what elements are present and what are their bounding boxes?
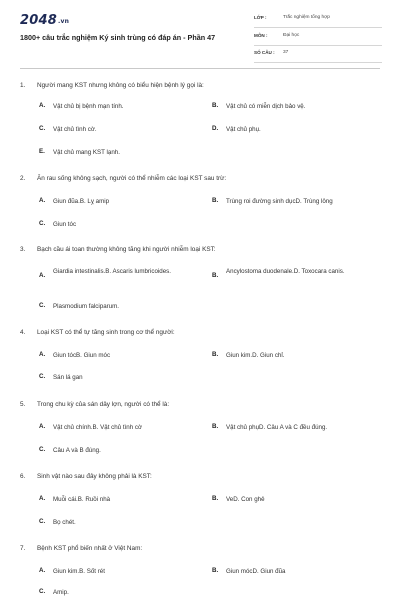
question-text xyxy=(20,82,204,89)
option-text: Bọ chét. xyxy=(53,519,76,526)
option-letter: A. xyxy=(39,567,46,574)
option-letter: A. xyxy=(39,197,46,204)
option-letter: C. xyxy=(39,588,46,595)
question-number: 6. xyxy=(20,473,26,480)
option-text: Sán lá gan xyxy=(53,374,83,381)
option-text: Vật chủ tình cờ. xyxy=(53,126,97,133)
option-letter: C. xyxy=(39,220,46,227)
option-letter: B. xyxy=(212,495,219,502)
question-body: Người mang KST nhưng không có biểu hiện bệnh lý gọi là: xyxy=(37,82,204,89)
question-text xyxy=(20,401,169,408)
meta-key: LỚP : xyxy=(254,15,267,20)
question-text xyxy=(20,329,175,336)
option-letter: C. xyxy=(39,446,46,453)
option-text: Amip. xyxy=(53,589,69,596)
option-text: Giun mócD. Giun đũa xyxy=(226,568,286,575)
meta-value: 37 xyxy=(283,50,289,55)
option-letter: C. xyxy=(39,518,46,525)
question-text xyxy=(20,473,152,480)
meta-value: Đại học xyxy=(283,32,300,38)
option-text: Trùng roi đường sinh dụcD. Trùng lông xyxy=(226,198,333,205)
question-body: Ăn rau sống không sạch, người có thể nhiễm các loại KST sau trừ: xyxy=(37,175,227,182)
option-letter: C. xyxy=(39,125,46,132)
option-letter: E. xyxy=(39,148,45,155)
option-text: Giun kim.B. Sốt rét xyxy=(53,568,105,575)
option-letter: B. xyxy=(212,423,219,430)
option-text: Giun đũa.B. Lỵ amip xyxy=(53,198,110,205)
option-letter: B. xyxy=(212,351,219,358)
meta-value: Trắc nghiệm tổng hợp xyxy=(283,15,330,20)
option-letter: C. xyxy=(39,302,46,309)
option-text: Vật chủ phụD. Câu A và C đều đúng. xyxy=(226,424,328,431)
question-number: 3. xyxy=(20,246,26,253)
option-text: VeD. Con ghẻ xyxy=(226,496,265,503)
question-number: 1. xyxy=(20,82,26,89)
option-letter: A. xyxy=(39,272,46,279)
option-letter: A. xyxy=(39,102,46,109)
option-letter: A. xyxy=(39,423,46,430)
question-body: Loại KST có thể tự tăng sinh trong cơ thể người: xyxy=(37,329,175,336)
option-text: Giun kim.D. Giun chỉ. xyxy=(226,352,285,359)
option-text: Vật chủ chính.B. Vật chủ tình cờ xyxy=(53,424,143,431)
option-text: Giun tócB. Giun móc xyxy=(53,352,111,359)
meta-key: SỐ CÂU : xyxy=(254,50,275,55)
question-number: 5. xyxy=(20,401,26,408)
meta-key: MÔN : xyxy=(254,32,268,38)
option-text: Vật chủ mang KST lạnh. xyxy=(53,149,120,156)
option-text: Vật chủ có miễn dịch bảo vệ. xyxy=(226,103,306,110)
option-text: Muỗi cái.B. Ruồi nhà xyxy=(53,496,111,503)
option-text: Ancylostoma duodenale.D. Toxocara canis. xyxy=(226,268,345,275)
option-text: Plasmodium falciparum. xyxy=(53,303,120,310)
option-letter: B. xyxy=(212,272,219,279)
question-body: Trong chu kỳ của sán dây lợn, người có thể là: xyxy=(37,401,170,408)
question-number: 2. xyxy=(20,175,26,182)
option-letter: B. xyxy=(212,102,219,109)
question-number: 4. xyxy=(20,329,26,336)
option-text: Giun tóc xyxy=(53,221,77,228)
question-number: 7. xyxy=(20,545,26,552)
option-text: Vật chủ bị bệnh mạn tính. xyxy=(53,103,124,110)
question-body: Bạch cầu ái toan thường không tăng khi người nhiễm loại KST: xyxy=(37,246,216,253)
option-letter: B. xyxy=(212,197,219,204)
question-body: Sinh vật nào sau đây không phải là KST: xyxy=(37,473,152,480)
option-text: Câu A và B đúng. xyxy=(53,447,101,454)
option-text: Vật chủ phụ. xyxy=(226,126,261,133)
question-text xyxy=(20,175,226,182)
question-body: Bệnh KST phổ biến nhất ở Việt Nam: xyxy=(37,545,143,552)
option-text: Giardia intestinalis.B. Ascaris lumbricoides. xyxy=(53,268,171,275)
question-text xyxy=(20,545,142,552)
option-letter: A. xyxy=(39,351,46,358)
logo-number: 2048 xyxy=(20,13,57,28)
option-letter: B. xyxy=(212,567,219,574)
option-letter: D. xyxy=(212,125,219,132)
question-text xyxy=(20,246,216,253)
document-title: 1800+ câu trắc nghiệm Ký sinh trùng có đáp án - Phần 47 xyxy=(20,33,216,42)
option-letter: C. xyxy=(39,373,46,380)
logo-domain: .vn xyxy=(57,18,70,25)
option-letter: A. xyxy=(39,495,46,502)
